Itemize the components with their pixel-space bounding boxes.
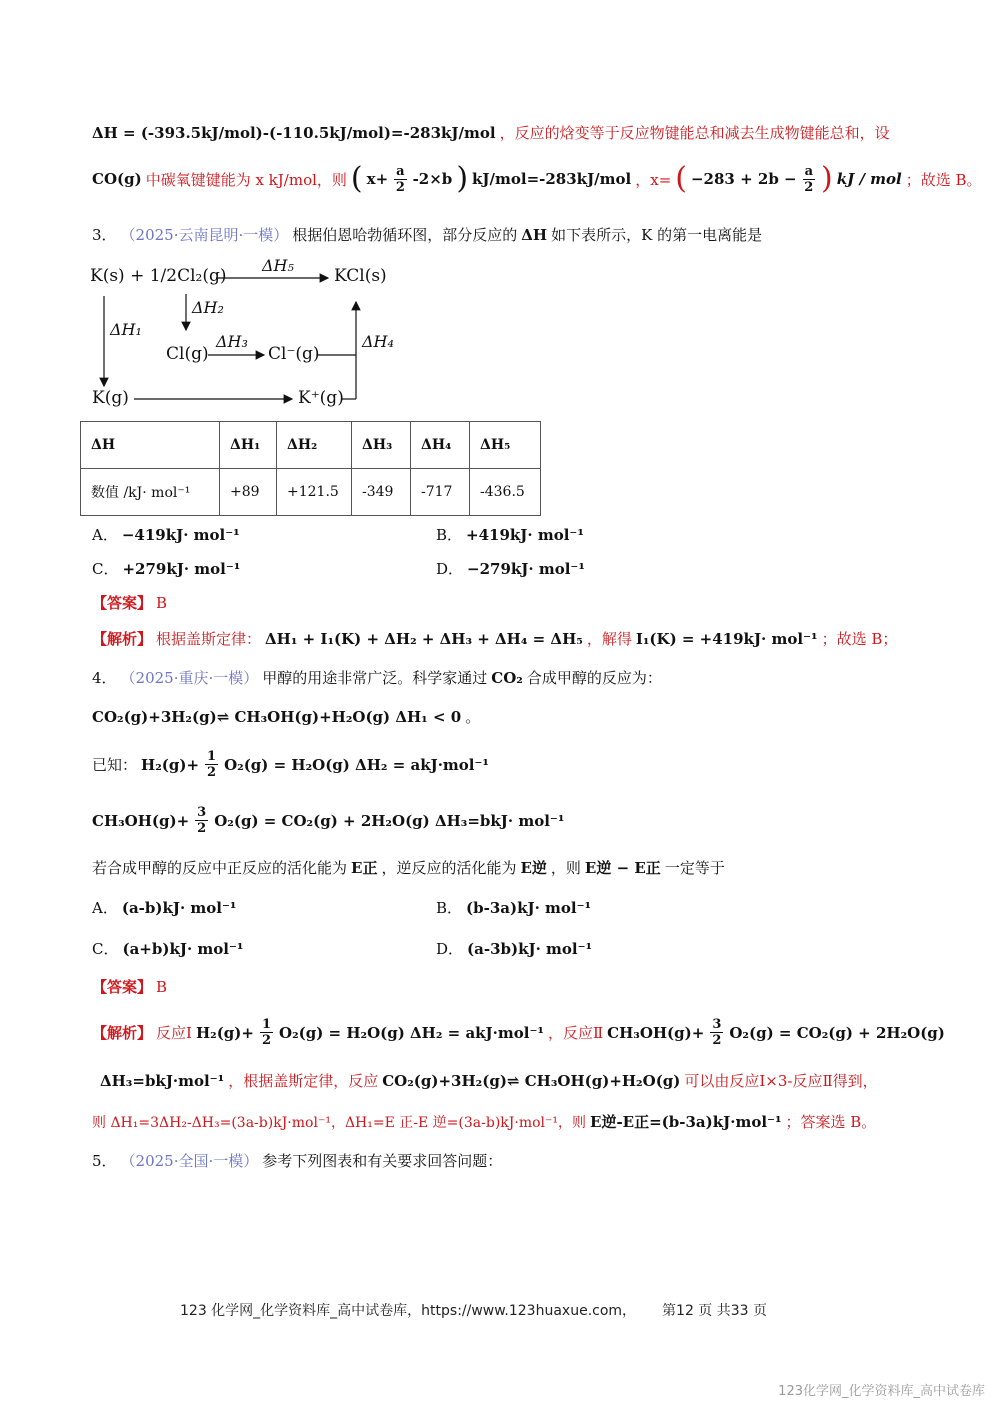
- co-formula: CO(g): [92, 170, 142, 188]
- equation-part: O₂(g) = H₂O(g) ΔH₂ = akJ·mol⁻¹: [224, 755, 489, 774]
- question-4-stem: [92, 667, 662, 688]
- q3-answer: [92, 592, 167, 613]
- q4-explanation-1: [92, 1018, 945, 1047]
- label-dh1: ΔH₁: [110, 320, 142, 339]
- enthalpy-table: [80, 421, 541, 516]
- table-row: [81, 469, 541, 516]
- equation-part: H₂(g)+: [141, 755, 200, 774]
- question-text: 如下表所示，K 的第一电离能是: [551, 226, 763, 244]
- q3-explanation: [92, 628, 897, 649]
- table-header: ΔH₅: [470, 422, 541, 469]
- fraction: $\frac{3}{2}$: [197, 805, 207, 836]
- punctuation: 。: [465, 708, 481, 726]
- option-value: (a+b)kJ· mol⁻¹: [122, 939, 244, 958]
- option-value: +279kJ· mol⁻¹: [122, 559, 241, 578]
- q4-known-2: [92, 806, 564, 835]
- question-symbol: E逆 − E正: [584, 859, 661, 877]
- equation-part: CO₂(g)+3H₂(g)⇌ CH₃OH(g)+H₂O(g): [382, 1071, 681, 1090]
- option-value: (a-b)kJ· mol⁻¹: [121, 898, 237, 917]
- equation-part: O₂(g) = CO₂(g) + 2H₂O(g) ΔH₃=bkJ· mol⁻¹: [214, 811, 565, 830]
- born-haber-diagram: [90, 258, 420, 414]
- table-cell: +121.5: [277, 469, 352, 516]
- label-cl-ion: Cl⁻(g): [268, 344, 320, 364]
- q4-answer: [92, 976, 167, 997]
- answer-value: B: [156, 593, 168, 612]
- option-value: (a-3b)kJ· mol⁻¹: [467, 939, 593, 958]
- table-cell: -349: [352, 469, 411, 516]
- q3-option-c: [92, 558, 240, 579]
- option-letter: A．: [92, 899, 118, 917]
- label-kcl: KCl(s): [334, 266, 387, 286]
- table-cell: -436.5: [470, 469, 541, 516]
- option-letter: C．: [92, 560, 119, 578]
- question-text: 根据伯恩哈勃循环图，部分反应的: [292, 226, 518, 244]
- option-letter: A．: [92, 526, 118, 544]
- option-value: −419kJ· mol⁻¹: [121, 525, 240, 544]
- expr-part: kJ/mol=-283kJ/mol: [472, 170, 632, 188]
- solution-line-1: [92, 122, 890, 143]
- question-text: 若合成甲醇的反应中正反应的活化能为: [92, 859, 348, 877]
- q4-explanation-3: [92, 1111, 876, 1132]
- label-dh3: ΔH₃: [216, 332, 248, 351]
- equation-part: O₂(g) = CO₂(g) + 2H₂O(g): [729, 1023, 945, 1042]
- explanation-text: ，反应Ⅱ: [547, 1024, 604, 1042]
- question-number: 4．: [92, 669, 117, 687]
- q3-option-a: [92, 524, 240, 545]
- equation-part: CH₃OH(g)+: [607, 1023, 705, 1042]
- question-symbol: E正: [351, 859, 378, 877]
- solution-text: ；故选 B。: [905, 170, 982, 189]
- q4-explanation-2: [100, 1070, 878, 1091]
- table-header: ΔH₄: [411, 422, 470, 469]
- answer-label: 【答案】: [92, 978, 153, 996]
- question-text: ΔH: [521, 225, 548, 244]
- answer-value: B: [156, 977, 168, 996]
- enthalpy-equation: ΔH = (-393.5kJ/mol)-(-110.5kJ/mol)=-283kJ/mol: [92, 123, 496, 142]
- q4-option-c: [92, 938, 243, 959]
- fraction: $\frac{a}{2}$: [804, 163, 814, 195]
- question-5-stem: [92, 1150, 502, 1171]
- question-text: 甲醇的用途非常广泛。科学家通过: [262, 669, 488, 687]
- question-text: 合成甲醇的反应为：: [526, 669, 662, 687]
- option-letter: C．: [92, 940, 119, 958]
- explanation-label: 【解析】: [92, 1024, 153, 1042]
- explanation-text: 根据盖斯定律：: [156, 630, 262, 648]
- q4-option-b: [436, 897, 591, 918]
- table-header: ΔH₃: [352, 422, 411, 469]
- q4-known-1: [92, 750, 489, 779]
- question-text: 一定等于: [664, 859, 725, 877]
- option-value: +419kJ· mol⁻¹: [466, 525, 584, 544]
- known-label: 已知：: [92, 756, 138, 774]
- label-dh4: ΔH₄: [362, 332, 394, 351]
- explanation-equation: ΔH₁ + I₁(K) + ΔH₂ + ΔH₃ + ΔH₄ = ΔH₅: [265, 629, 583, 648]
- option-value: (b-3a)kJ· mol⁻¹: [466, 898, 592, 917]
- table-header: ΔH₂: [277, 422, 352, 469]
- reaction-equation: CO₂(g)+3H₂(g)⇌ CH₃OH(g)+H₂O(g) ΔH₁ < 0: [92, 707, 462, 726]
- explanation-text: ；故选 B；: [821, 630, 898, 648]
- explanation-text: ，解得: [586, 630, 632, 648]
- fraction: $\frac{1}{2}$: [261, 1017, 271, 1048]
- question-number: 5．: [92, 1152, 117, 1170]
- question-text: ，则: [550, 859, 581, 877]
- q3-option-b: [436, 524, 584, 545]
- option-letter: B．: [436, 899, 463, 917]
- q4-reaction: [92, 706, 480, 727]
- equation-part: ΔH₃=bkJ·mol⁻¹: [100, 1071, 225, 1090]
- footer-site: 123 化学网_化学资料库_高中试卷库，https://www.123huaxue.com，: [180, 1303, 637, 1319]
- question-symbol: E逆: [520, 859, 547, 877]
- table-row: [81, 422, 541, 469]
- label-dh2: ΔH₂: [192, 298, 224, 317]
- expr-part: −283 + 2b −: [690, 170, 797, 188]
- question-source: （2025·重庆·一模）: [120, 669, 259, 687]
- question-number: 3．: [92, 226, 117, 244]
- table-cell: 数值 /kJ· mol⁻¹: [81, 469, 220, 516]
- label-k-ion: K⁺(g): [298, 388, 344, 408]
- expr-part: kJ / mol: [836, 170, 902, 188]
- q4-option-a: [92, 897, 236, 918]
- question-source: （2025·云南昆明·一模）: [120, 226, 289, 244]
- expr-part: x+: [366, 170, 389, 188]
- equation-part: O₂(g) = H₂O(g) ΔH₂ = akJ·mol⁻¹: [279, 1023, 544, 1042]
- table-header: ΔH: [81, 422, 220, 469]
- solution-text: ，反应的焓变等于反应物键能总和减去生成物键能总和，设: [499, 124, 890, 142]
- fraction: $\frac{1}{2}$: [207, 749, 217, 780]
- question-text: ，逆反应的活化能为: [381, 859, 517, 877]
- table-cell: +89: [220, 469, 277, 516]
- fraction: $\frac{3}{2}$: [712, 1017, 722, 1048]
- table-header: ΔH₁: [220, 422, 277, 469]
- watermark: 123化学网_化学资料库_高中试卷库: [778, 1384, 985, 1399]
- option-letter: D．: [436, 940, 464, 958]
- question-source: （2025·全国·一模）: [120, 1152, 259, 1170]
- label-cl-gas: Cl(g): [166, 344, 209, 364]
- equation-part: CH₃OH(g)+: [92, 811, 190, 830]
- expr-part: -2×b: [412, 170, 453, 188]
- page-footer: [180, 1300, 767, 1320]
- answer-label: 【答案】: [92, 594, 153, 612]
- explanation-text: 可以由反应Ⅰ×3-反应Ⅱ得到，: [684, 1072, 878, 1090]
- explanation-text: 反应Ⅰ: [156, 1024, 192, 1042]
- explanation-text: ；答案选 B。: [785, 1113, 877, 1131]
- option-value: −279kJ· mol⁻¹: [467, 559, 585, 578]
- solution-text: ，x=: [635, 170, 672, 189]
- question-text: CO₂: [491, 668, 523, 687]
- explanation-label: 【解析】: [92, 630, 153, 648]
- q4-ask: [92, 857, 725, 878]
- table-cell: -717: [411, 469, 470, 516]
- explanation-equation: I₁(K) = +419kJ· mol⁻¹: [635, 629, 818, 648]
- q3-option-d: [436, 558, 585, 579]
- option-letter: B．: [436, 526, 463, 544]
- label-dh5: ΔH₅: [262, 256, 294, 275]
- fraction: $\frac{a}{2}$: [395, 163, 405, 195]
- label-k-gas: K(g): [92, 388, 129, 408]
- explanation-text: ，根据盖斯定律，反应: [228, 1072, 379, 1090]
- question-3-stem: [92, 224, 762, 245]
- equation-part: E逆-E正=(b-3a)kJ·mol⁻¹: [590, 1113, 782, 1131]
- label-k-solid: K(s) + 1/2Cl₂(g): [90, 266, 227, 286]
- page-number: 第12 页 共33 页: [662, 1303, 768, 1319]
- q4-option-d: [436, 938, 592, 959]
- question-text: 参考下列图表和有关要求回答问题：: [262, 1152, 503, 1170]
- equation-part: H₂(g)+: [195, 1023, 254, 1042]
- option-letter: D．: [436, 560, 464, 578]
- solution-line-2: CO(g) 中碳氧键键能为 x kJ/mol，则 ( x+ $\frac{a}{2}$ -2×b ) kJ/mol=-283kJ/mol ，x= ( −283 + 2b − $\frac{a}{2}$ ) kJ / mol ；故选 B。: [92, 161, 982, 196]
- explanation-text: 则 ΔH₁=3ΔH₂-ΔH₃=(3a-b)kJ·mol⁻¹，ΔH₁=E 正-E 逆=(3a-b)kJ·mol⁻¹，则: [92, 1114, 587, 1131]
- solution-text: 中碳氧键键能为 x kJ/mol，则: [145, 170, 347, 189]
